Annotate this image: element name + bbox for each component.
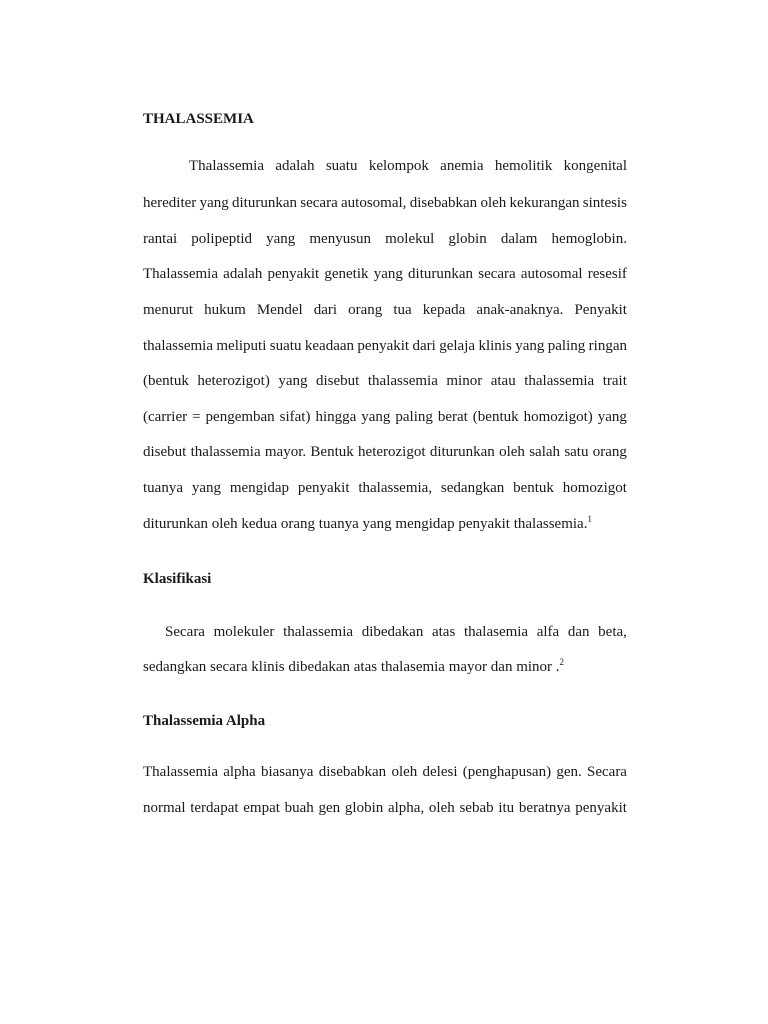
- word: sedangkan: [440, 480, 505, 496]
- word: yang: [373, 266, 403, 282]
- word: penyakit: [297, 480, 350, 496]
- word: klinis: [478, 338, 512, 354]
- word: tua: [393, 302, 412, 318]
- word: dan: [567, 624, 590, 640]
- word: polipeptid: [191, 231, 253, 247]
- word: hingga: [315, 409, 357, 425]
- word: trait: [602, 373, 627, 389]
- word: tuanya: [143, 480, 183, 496]
- paragraph-line: [143, 407, 627, 427]
- paragraph-line-text: sedangkan secara klinis dibedakan atas thalasemia mayor dan minor .: [143, 659, 560, 675]
- word: genetik: [324, 266, 369, 282]
- word: dibedakan: [361, 624, 424, 640]
- word: thalassemia: [143, 338, 213, 354]
- word: resesif: [587, 266, 627, 282]
- word: yang: [199, 195, 229, 211]
- word: minor: [446, 373, 483, 389]
- word: yang: [361, 409, 391, 425]
- paragraph-line: [143, 300, 627, 320]
- word: pengemban: [205, 409, 275, 425]
- word: alpha,: [387, 800, 425, 816]
- word: heterozigot): [197, 373, 270, 389]
- word: sifat): [279, 409, 311, 425]
- word: yang: [597, 409, 627, 425]
- word: diturunkan: [408, 266, 474, 282]
- word: yang: [515, 338, 545, 354]
- paragraph-line: [189, 156, 627, 176]
- paragraph-line: [143, 229, 627, 249]
- word: alpha: [223, 764, 256, 780]
- word: rantai: [143, 231, 178, 247]
- word: penyakit: [267, 266, 320, 282]
- word: hemolitik: [494, 158, 553, 174]
- word: suatu: [269, 338, 302, 354]
- word: oleh: [480, 195, 507, 211]
- word: menurut: [143, 302, 193, 318]
- word: bentuk: [513, 480, 554, 496]
- paragraph-line: [143, 442, 627, 462]
- word: globin: [448, 231, 487, 247]
- paragraph-line: [143, 514, 627, 534]
- paragraph-line: [143, 798, 627, 818]
- word: gen.: [556, 764, 582, 780]
- word: penyakit: [357, 338, 410, 354]
- word: penyakit: [575, 800, 627, 816]
- word: diturunkan: [232, 195, 298, 211]
- word: hukum: [204, 302, 246, 318]
- word: autosomal: [520, 266, 583, 282]
- word: biasanya: [260, 764, 314, 780]
- word: globin: [344, 800, 384, 816]
- word: delesi: [422, 764, 458, 780]
- word: =: [192, 409, 201, 425]
- word: Bentuk: [310, 444, 354, 460]
- word: sebab: [459, 800, 494, 816]
- word: paling: [395, 409, 433, 425]
- word: Penyakit: [574, 302, 627, 318]
- word: secara: [300, 195, 338, 211]
- word: homozigot): [523, 409, 593, 425]
- word: secara: [478, 266, 516, 282]
- word: molekul: [385, 231, 435, 247]
- word: heterozigot: [358, 444, 426, 460]
- word: thalasemia: [463, 624, 529, 640]
- word: salah: [529, 444, 561, 460]
- word: berat: [437, 409, 468, 425]
- paragraph-line: [143, 762, 627, 782]
- word: suatu: [325, 158, 358, 174]
- word: itu: [498, 800, 515, 816]
- paragraph-line: [143, 478, 627, 498]
- word: mengidap: [229, 480, 289, 496]
- word: gen: [318, 800, 341, 816]
- word: (bentuk: [472, 409, 519, 425]
- word: thalassemia: [524, 373, 595, 389]
- word: menyusun: [309, 231, 372, 247]
- word: disebut: [143, 444, 187, 460]
- section-heading-thalassemia-alpha: Thalassemia Alpha: [143, 713, 266, 729]
- word: anak-anaknya.: [476, 302, 564, 318]
- word: kekurangan: [509, 195, 580, 211]
- paragraph-line: [165, 622, 627, 642]
- word: anemia: [440, 158, 484, 174]
- word: dari: [412, 338, 436, 354]
- word: Thalassemia: [143, 764, 218, 780]
- word: keadaan: [304, 338, 355, 354]
- word: Mendel: [256, 302, 303, 318]
- word: ringan: [588, 338, 627, 354]
- word: satu: [564, 444, 589, 460]
- paragraph-line: [143, 193, 627, 213]
- word: adalah: [223, 266, 263, 282]
- paragraph-line: [143, 657, 627, 677]
- word: (carrier: [143, 409, 188, 425]
- word: homozigot: [562, 480, 627, 496]
- word: buah: [284, 800, 314, 816]
- word: oleh: [428, 800, 455, 816]
- footnote-marker: 2: [559, 657, 565, 667]
- word: gelaja: [439, 338, 476, 354]
- paragraph-line: [143, 264, 627, 284]
- word: meliputi: [216, 338, 267, 354]
- word: empat: [243, 800, 280, 816]
- word: autosomal,: [341, 195, 407, 211]
- word: alfa: [536, 624, 560, 640]
- word: normal: [143, 800, 186, 816]
- document-title: THALASSEMIA: [143, 111, 254, 127]
- word: dari: [313, 302, 338, 318]
- paragraph-line: [143, 336, 627, 356]
- word: beratnya: [518, 800, 571, 816]
- word: atau: [490, 373, 516, 389]
- word: (penghapusan): [462, 764, 552, 780]
- word: disebabkan: [318, 764, 387, 780]
- word: thalassemia: [283, 624, 354, 640]
- word: (bentuk: [143, 373, 189, 389]
- word: disebabkan: [409, 195, 478, 211]
- word: orang: [592, 444, 627, 460]
- word: terdapat: [190, 800, 239, 816]
- word: mayor.: [264, 444, 307, 460]
- word: Secara: [587, 764, 627, 780]
- word: thalassemia: [190, 444, 261, 460]
- word: kelompok: [368, 158, 429, 174]
- word: beta,: [598, 624, 627, 640]
- word: thalassemia,: [358, 480, 433, 496]
- word: atas: [431, 624, 456, 640]
- word: orang: [348, 302, 383, 318]
- word: sintesis: [582, 195, 627, 211]
- word: Thalassemia: [143, 266, 218, 282]
- word: disebut: [316, 373, 360, 389]
- word: hemoglobin.: [551, 231, 627, 247]
- word: herediter: [143, 195, 197, 211]
- word: Secara: [165, 624, 205, 640]
- footnote-marker: 1: [587, 514, 592, 524]
- word: molekuler: [213, 624, 275, 640]
- word: paling: [547, 338, 586, 354]
- word: adalah: [275, 158, 315, 174]
- word: thalassemia: [367, 373, 438, 389]
- section-heading-klasifikasi: Klasifikasi: [143, 571, 212, 587]
- paragraph-line-text: diturunkan oleh kedua orang tuanya yang mengidap penyakit thalassemia.: [143, 516, 588, 532]
- word: dalam: [500, 231, 538, 247]
- word: yang: [266, 231, 296, 247]
- word: diturunkan: [429, 444, 495, 460]
- word: kepada: [422, 302, 466, 318]
- paragraph-line: [143, 371, 627, 391]
- word: Thalassemia: [189, 158, 264, 174]
- word: oleh: [499, 444, 525, 460]
- word: yang: [278, 373, 308, 389]
- word: yang: [191, 480, 221, 496]
- word: kongenital: [563, 158, 627, 174]
- word: oleh: [391, 764, 418, 780]
